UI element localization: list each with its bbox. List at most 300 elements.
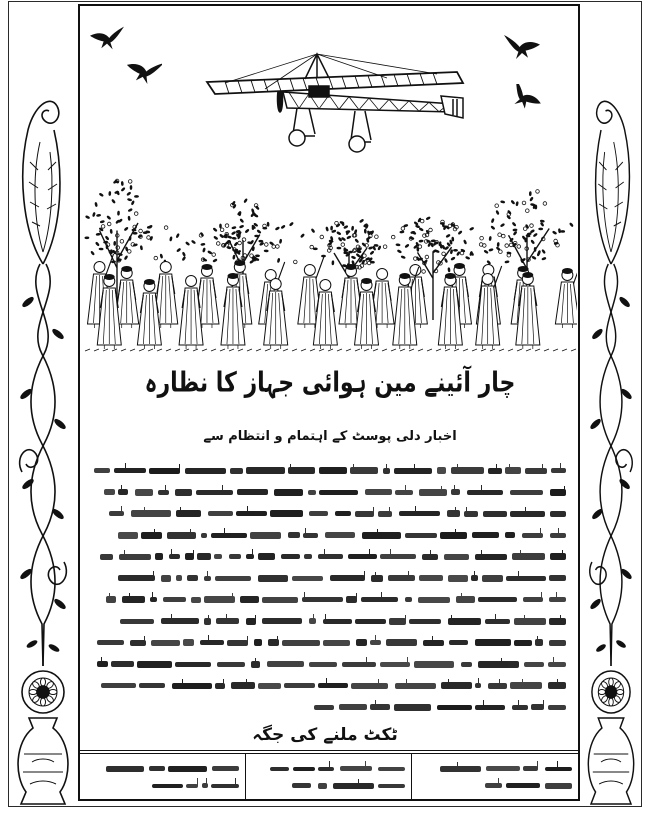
- text-stroke: [366, 657, 368, 665]
- figure-head: [94, 262, 105, 273]
- text-stroke: [560, 615, 562, 623]
- text-stroke: [455, 507, 457, 515]
- text-run: [270, 510, 303, 517]
- foliage-leaf: [264, 249, 269, 252]
- text-run: [309, 618, 316, 624]
- foliage-leaf: [569, 222, 574, 227]
- text-run: [549, 575, 566, 581]
- text-stroke: [466, 507, 468, 515]
- text-run: [380, 662, 410, 667]
- foliage-leaf: [541, 257, 546, 261]
- vase-body: [18, 718, 68, 804]
- ticket-heading: ٹکٹ ملنے کی جگہ: [252, 725, 398, 745]
- foliage-leaf: [124, 255, 129, 260]
- text-stroke: [109, 593, 111, 601]
- leaf: [53, 417, 68, 431]
- text-run: [185, 468, 226, 474]
- text-stroke: [129, 593, 131, 601]
- foliage-leaf: [212, 253, 216, 257]
- text-run: [204, 576, 211, 581]
- foliage-leaf: [460, 251, 464, 255]
- text-stroke: [560, 463, 562, 471]
- text-run: [549, 597, 566, 602]
- text-stroke: [407, 657, 409, 665]
- foliage-leaf: [448, 224, 452, 228]
- text-run: [323, 619, 352, 624]
- text-run: [292, 783, 311, 788]
- text-stroke: [557, 679, 559, 687]
- text-run: [449, 640, 468, 645]
- foliage-leaf: [255, 254, 260, 257]
- text-run: [414, 661, 454, 668]
- foliage-leaf: [499, 250, 503, 254]
- foliage-leaf: [185, 241, 190, 246]
- text-run: [200, 640, 224, 645]
- text-run: [176, 510, 201, 517]
- foliage-leaf: [95, 241, 100, 246]
- text-stroke: [543, 700, 545, 708]
- foliage-leaf: [399, 230, 404, 233]
- foliage-leaf: [134, 212, 138, 216]
- text-run: [282, 640, 320, 646]
- wing: [207, 72, 463, 94]
- text-stroke: [193, 550, 195, 558]
- foliage-leaf: [425, 216, 430, 221]
- text-run: [441, 682, 472, 689]
- text-run: [545, 783, 572, 789]
- text-run: [380, 554, 416, 559]
- text-run: [488, 683, 507, 689]
- foliage-leaf: [220, 228, 224, 232]
- body-text-line: [92, 482, 566, 504]
- text-stroke: [522, 679, 524, 687]
- text-run: [304, 554, 312, 559]
- text-stroke: [190, 529, 192, 537]
- text-run: [118, 532, 138, 539]
- foliage-leaf: [108, 191, 111, 196]
- foliage-leaf: [359, 218, 364, 223]
- foliage-leaf: [313, 247, 318, 250]
- text-run: [258, 683, 281, 689]
- foliage-leaf: [226, 246, 231, 250]
- foliage-leaf: [336, 247, 341, 250]
- text-run: [444, 554, 469, 560]
- outlet-text-line: [418, 777, 572, 794]
- text-run: [318, 554, 343, 559]
- text-stroke: [377, 529, 379, 537]
- text-run: [440, 532, 467, 539]
- figure-turban: [522, 272, 533, 278]
- foliage-leaf: [107, 222, 111, 226]
- foliage-leaf: [533, 233, 538, 238]
- text-stroke: [329, 761, 331, 769]
- text-run: [383, 468, 390, 474]
- foliage-leaf: [143, 231, 148, 234]
- text-run: [485, 783, 502, 788]
- text-stroke: [390, 549, 392, 557]
- foliage-leaf: [391, 235, 395, 239]
- text-run: [175, 662, 211, 667]
- text-run: [356, 639, 367, 646]
- text-run: [186, 784, 198, 788]
- foliage-leaf: [130, 185, 133, 190]
- text-run: [197, 553, 211, 560]
- foliage-leaf: [169, 236, 173, 241]
- foliage-leaf: [106, 215, 111, 220]
- text-run: [240, 596, 259, 603]
- foliage-leaf: [311, 228, 316, 233]
- tail: [441, 96, 463, 118]
- figure-turban: [201, 264, 212, 270]
- foliage-leaf: [258, 240, 263, 243]
- foliage-leaf: [331, 260, 334, 265]
- text-run: [155, 553, 163, 560]
- foliage-leaf: [164, 226, 168, 230]
- figure-turban: [399, 273, 410, 279]
- text-run: [135, 489, 153, 496]
- text-run: [258, 553, 275, 560]
- text-run: [510, 682, 542, 689]
- text-run: [97, 661, 108, 667]
- text-run: [475, 705, 505, 710]
- crowd-figure: [555, 262, 577, 328]
- figure-arm-raised: [573, 262, 577, 284]
- text-run: [183, 639, 194, 646]
- text-stroke: [252, 549, 254, 557]
- text-run: [100, 554, 113, 560]
- plume-veins: [29, 162, 57, 226]
- scroll-curl: [48, 562, 66, 584]
- text-run: [335, 511, 351, 516]
- body-text-line: [92, 675, 566, 697]
- text-run: [215, 576, 251, 581]
- foliage-leaf: [491, 218, 495, 223]
- text-run: [251, 661, 260, 668]
- foliage-leaf: [447, 267, 450, 272]
- figure-head: [482, 274, 493, 285]
- figure-turban: [345, 264, 356, 270]
- foliage-leaf: [256, 229, 261, 234]
- text-run: [187, 575, 198, 581]
- foliage-leaf: [125, 246, 129, 251]
- text-run: [461, 662, 472, 667]
- text-run: [448, 575, 468, 582]
- text-run: [101, 683, 136, 688]
- foliage-leaf: [480, 236, 484, 240]
- foliage-leaf: [529, 191, 532, 196]
- text-stroke: [255, 615, 257, 623]
- text-stroke: [496, 464, 498, 472]
- bird-icon: [90, 26, 124, 50]
- text-run: [230, 468, 243, 474]
- text-run: [158, 490, 169, 495]
- text-stroke: [153, 571, 155, 579]
- text-stroke: [558, 528, 560, 536]
- foliage-leaf: [401, 227, 405, 231]
- text-run: [216, 618, 239, 624]
- foliage-leaf: [530, 239, 535, 244]
- text-run: [437, 705, 472, 710]
- text-run: [309, 511, 328, 516]
- foliage-leaf: [85, 215, 90, 220]
- outlet-text-line: [86, 777, 239, 794]
- figure-turban: [562, 268, 573, 274]
- text-stroke: [386, 464, 388, 472]
- foliage-leaf: [231, 226, 236, 230]
- foliage-leaf: [289, 222, 294, 227]
- foliage-leaf: [99, 192, 104, 197]
- foliage-leaf: [383, 245, 387, 249]
- bird-icon: [508, 84, 542, 110]
- foliage-leaf: [202, 247, 206, 252]
- body-text-line: [92, 568, 566, 590]
- text-run: [131, 510, 171, 517]
- figure-turban: [454, 263, 465, 269]
- foliage-leaf: [540, 219, 545, 222]
- text-run: [386, 639, 417, 646]
- text-run: [464, 511, 478, 517]
- foliage-leaf: [515, 201, 519, 206]
- foliage-leaf: [509, 243, 513, 247]
- text-run: [288, 532, 300, 538]
- foliage-leaf: [498, 233, 502, 237]
- foliage-leaf: [232, 237, 237, 240]
- text-stroke: [542, 464, 544, 472]
- text-stroke: [375, 635, 377, 643]
- text-run: [168, 766, 207, 772]
- text-stroke: [478, 678, 480, 686]
- outlet-text-line: [252, 777, 405, 794]
- text-run: [437, 467, 446, 474]
- foliage-leaf: [300, 233, 305, 238]
- body-text-line: [92, 654, 566, 676]
- text-stroke: [483, 700, 485, 708]
- text-stroke: [226, 614, 228, 622]
- foliage-leaf: [250, 254, 254, 258]
- text-run: [419, 489, 447, 496]
- outlet-text-line: [86, 760, 239, 777]
- text-run: [176, 575, 182, 581]
- text-stroke: [509, 464, 511, 472]
- text-run: [333, 783, 374, 789]
- foliage-leaf: [238, 241, 242, 245]
- text-stroke: [564, 486, 566, 494]
- text-run: [185, 553, 194, 560]
- text-run: [150, 597, 157, 602]
- foliage-leaf: [110, 229, 113, 234]
- text-run: [448, 618, 481, 625]
- foliage-leaf: [429, 228, 433, 232]
- text-run: [268, 639, 279, 646]
- text-run: [378, 784, 405, 788]
- figure-arm-raised: [494, 266, 502, 288]
- foliage-leaf: [442, 252, 446, 256]
- foliage-leaf: [560, 230, 565, 233]
- foliage-leaf: [176, 248, 181, 253]
- text-stroke: [121, 485, 123, 493]
- text-stroke: [518, 571, 520, 579]
- text-run: [505, 532, 515, 538]
- airplane-parts: [207, 54, 463, 152]
- foliage-leaf: [465, 256, 470, 260]
- text-stroke: [247, 636, 249, 644]
- text-run: [118, 489, 128, 495]
- foliage-leaf: [457, 230, 462, 235]
- text-stroke: [356, 593, 358, 601]
- foliage-leaf: [363, 254, 367, 258]
- text-run: [548, 705, 566, 710]
- foliage-leaf: [120, 240, 124, 244]
- foliage-leaf: [127, 208, 132, 213]
- text-run: [483, 511, 507, 517]
- figure-head: [320, 280, 331, 291]
- leaf: [21, 295, 36, 309]
- text-run: [163, 597, 186, 602]
- text-run: [339, 704, 367, 710]
- text-run: [308, 490, 316, 495]
- text-run: [318, 783, 327, 789]
- text-stroke: [525, 507, 527, 515]
- foliage-leaf: [276, 245, 280, 249]
- text-stroke: [222, 485, 224, 493]
- foliage-leaf: [463, 239, 467, 244]
- text-stroke: [206, 778, 208, 786]
- text-stroke: [125, 463, 127, 471]
- text-run: [318, 767, 334, 771]
- text-stroke: [474, 571, 476, 579]
- foliage-leaf: [453, 249, 458, 252]
- text-stroke: [537, 761, 539, 769]
- foliage-leaf: [182, 251, 186, 256]
- foliage-leaf: [275, 226, 280, 231]
- text-run: [262, 597, 298, 603]
- foliage-leaf: [239, 224, 244, 228]
- leaf: [53, 597, 68, 611]
- foliage-leaf: [497, 242, 500, 247]
- text-run: [550, 553, 566, 560]
- text-run: [482, 575, 503, 582]
- right-border-ornament: [581, 2, 641, 806]
- foliage-leaf: [529, 196, 534, 201]
- foliage-leaf: [422, 270, 426, 274]
- text-stroke: [405, 485, 407, 493]
- figure-arm-raised: [316, 257, 324, 279]
- foliage-leaf: [267, 222, 270, 227]
- foliage-leaf: [128, 180, 132, 184]
- text-run: [293, 767, 315, 771]
- body-text-line: [92, 525, 566, 547]
- text-stroke: [101, 657, 103, 665]
- foliage-leaf: [232, 255, 235, 260]
- foliage-leaf: [351, 226, 354, 231]
- text-run: [258, 575, 288, 582]
- foliage-leaf: [400, 255, 405, 259]
- text-run: [485, 619, 510, 624]
- foliage-leaf: [404, 243, 409, 248]
- scroll-curl: [20, 450, 38, 472]
- figure-turban: [227, 273, 238, 279]
- text-stroke: [171, 614, 173, 622]
- text-run: [212, 766, 239, 771]
- text-run: [169, 554, 180, 559]
- text-stroke: [304, 592, 306, 600]
- text-run: [270, 767, 289, 771]
- foliage-leaf: [367, 261, 371, 265]
- foliage-leaf: [154, 256, 158, 260]
- text-run: [292, 576, 323, 581]
- text-run: [139, 683, 165, 688]
- foliage-leaf: [90, 250, 95, 255]
- text-stroke: [430, 550, 432, 558]
- vase-bands: [23, 754, 63, 784]
- text-run: [488, 468, 502, 474]
- text-run: [525, 468, 547, 474]
- text-run: [478, 597, 517, 602]
- foliage-leaf: [147, 236, 151, 240]
- foliage-leaf: [490, 225, 495, 230]
- text-stroke: [305, 528, 307, 536]
- leaf: [21, 477, 36, 491]
- foliage-leaf: [231, 231, 236, 236]
- text-run: [274, 489, 303, 496]
- foliage-leaf: [558, 228, 561, 233]
- foliage-leaf: [543, 202, 547, 206]
- foliage-leaf: [279, 239, 282, 244]
- text-run: [510, 490, 543, 495]
- foliage-leaf: [450, 256, 455, 261]
- foliage-leaf: [500, 223, 505, 228]
- text-stroke: [481, 485, 483, 493]
- foliage-leaf: [368, 246, 373, 250]
- text-stroke: [378, 679, 380, 687]
- vine-leaves: [19, 295, 68, 653]
- text-run: [394, 704, 431, 711]
- text-stroke: [223, 679, 225, 687]
- text-stroke: [124, 550, 126, 558]
- text-stroke: [144, 636, 146, 644]
- text-run: [475, 554, 507, 560]
- foliage-leaf: [99, 248, 104, 251]
- text-stroke: [165, 485, 167, 493]
- text-stroke: [180, 507, 182, 515]
- foliage-leaf: [159, 253, 163, 258]
- foliage-leaf: [330, 226, 333, 231]
- text-run: [122, 596, 145, 603]
- foliage-leaf: [512, 222, 517, 227]
- leaf: [26, 639, 39, 650]
- text-run: [549, 618, 566, 625]
- text-run: [284, 683, 315, 688]
- text-stroke: [246, 679, 248, 687]
- text-stroke: [358, 779, 360, 787]
- poster-subtitle: اخبار دلی پوسٹ کے اہتمام و انتظام سے: [203, 429, 457, 444]
- foliage-leaf: [361, 242, 366, 247]
- foliage-leaf: [495, 204, 499, 208]
- text-stroke: [375, 700, 377, 708]
- text-stroke: [498, 778, 500, 786]
- figure-turban: [121, 266, 132, 272]
- text-run: [118, 575, 155, 581]
- body-text-line: [92, 589, 566, 611]
- text-run: [262, 618, 302, 624]
- text-run: [201, 533, 207, 538]
- text-stroke: [171, 549, 173, 557]
- text-stroke: [432, 636, 434, 644]
- foliage-leaf: [213, 235, 218, 240]
- text-run: [161, 575, 171, 582]
- foliage-leaf: [181, 256, 186, 261]
- text-stroke: [457, 464, 459, 472]
